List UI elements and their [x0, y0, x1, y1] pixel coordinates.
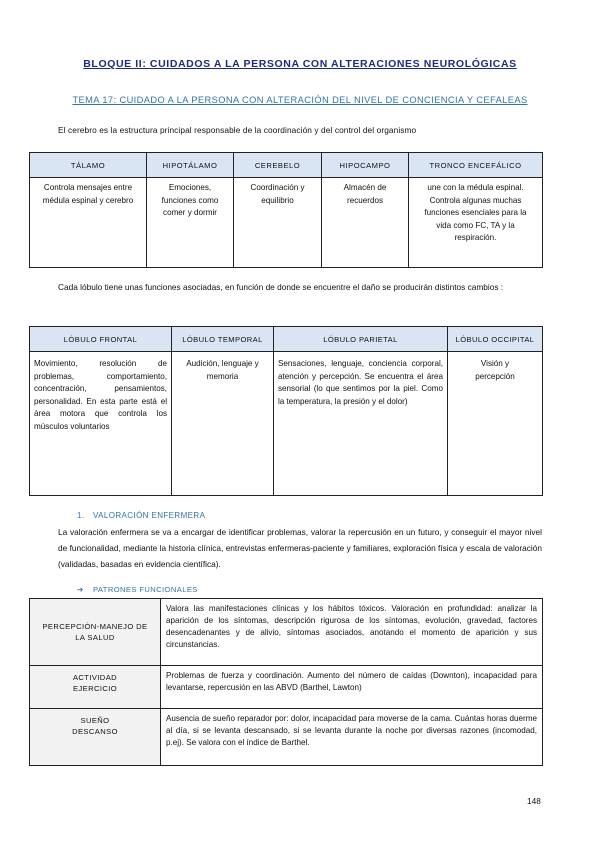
pattern-label-line: DESCANSO: [72, 727, 118, 737]
cell-lobulo-parietal: Sensaciones, lenguaje, conciencia corporal, atención y percepción. Se encuentra el área sensorial (lo que sentimos por la piel. Como la temperatura, la presión y el dolor): [274, 352, 448, 496]
brain-structures-table: [29, 152, 543, 268]
block-title: BLOQUE II: CUIDADOS A LA PERSONA CON ALTERACIONES NEUROLÓGICAS: [83, 58, 517, 70]
pattern-label-line: ACTIVIDAD: [72, 673, 118, 682]
pattern-label-percepcion: [30, 599, 161, 666]
pattern-text-percepcion: Valora las manifestaciones clínicas y los hábitos tóxicos. Valoración en profundidad: analizar la aparición de los síntomas, descripción rigurosa de los síntomas, evolución, gravedad, factores desencadenantes y de alivio, síntomas asociados, anotando el momento de aparición y sus circunstancias.: [161, 599, 543, 666]
header-talamo: TÁLAMO: [30, 153, 147, 178]
pattern-text-actividad: Problemas de fuerza y coordinación. Aumento del número de caídas (Downton), incapacidad para levantarse, repercusión en las ABVD (Barthel, Lawton): [161, 666, 543, 709]
functional-patterns-table: [29, 598, 543, 766]
header-hipotalamo: HIPOTÁLAMO: [147, 153, 234, 178]
header-lobulo-parietal: LÓBULO PARIETAL: [274, 327, 448, 352]
header-lobulo-temporal: LÓBULO TEMPORAL: [172, 327, 274, 352]
cell-cerebelo: Coordinación y equilibrio: [234, 178, 322, 268]
patrones-label: PATRONES FUNCIONALES: [93, 585, 198, 594]
cell-tronco-encefalico: une con la médula espinal. Controla algunas muchas funciones esenciales para la vida como FC, TA y la respiración.: [409, 178, 543, 268]
table-row: [30, 178, 543, 268]
table-header-row: [30, 153, 543, 178]
page-number: 148: [527, 796, 541, 806]
valoracion-paragraph: La valoración enfermera se va a encargar de identificar problemas, valorar la repercusión en un futuro, y conseguir el mayor nivel de funcionalidad, mediante la historia clínica, entrevistas enfermeras-paciente y familiares, exploración física y escala de valoración (validadas, basadas en evidencia científica).: [58, 527, 542, 570]
cell-talamo: Controla mensajes entre médula espinal y cerebro: [30, 178, 147, 268]
arrow-icon: ➔: [77, 585, 84, 594]
table-header-row: [30, 327, 543, 352]
header-tronco-encefalico: TRONCO ENCEFÁLICO: [409, 153, 543, 178]
intro-paragraph: El cerebro es la estructura principal responsable de la coordinación y del control del organismo: [58, 125, 417, 135]
pattern-label-sueno: [30, 709, 161, 766]
section-heading-valoracion: [77, 511, 205, 520]
cell-lobulo-temporal: Audición, lenguaje y memoria: [172, 352, 274, 496]
cell-hipocampo: Almacén de recuerdos: [322, 178, 409, 268]
pattern-label-actividad: [30, 666, 161, 709]
pattern-label-line: PERCEPCIÓN-MANEJO DE: [42, 621, 148, 631]
tema-title: TEMA 17: CUIDADO A LA PERSONA CON ALTERACIÓN DEL NIVEL DE CONCIENCIA Y CEFALEAS: [72, 95, 528, 105]
table-row: [30, 352, 543, 496]
pattern-label-line: LA SALUD: [75, 633, 115, 642]
header-lobulo-frontal: LÓBULO FRONTAL: [30, 327, 172, 352]
table-row: [30, 666, 543, 709]
lobe-intro-paragraph: Cada lóbulo tiene unas funciones asociadas, en función de donde se encuentre el daño se producirán distintos cambios :: [58, 282, 504, 292]
header-hipocampo: HIPOCAMPO: [322, 153, 409, 178]
cell-lobulo-occipital: Visión y percepción: [448, 352, 543, 496]
patrones-heading: [77, 585, 198, 594]
header-lobulo-occipital: LÓBULO OCCIPITAL: [448, 327, 543, 352]
header-cerebelo: CEREBELO: [234, 153, 322, 178]
table-row: [30, 599, 543, 666]
section-number: 1.: [77, 511, 85, 520]
table-row: [30, 709, 543, 766]
pattern-label-line: SUEÑO: [80, 716, 110, 725]
pattern-text-sueno: Ausencia de sueño reparador por: dolor, incapacidad para moverse de la cama. Cuántas horas duerme al día, si se levanta descansado, si se levanta durante la noche por diversas razones (incomodad, p.ej). Se valora con el índice de Barthel.: [161, 709, 543, 766]
pattern-label-line: EJERCICIO: [72, 684, 118, 694]
section-label: VALORACIÓN ENFERMERA: [93, 511, 206, 520]
cell-lobulo-frontal: Movimiento, resolución de problemas, comportamiento, concentración, pensamientos, personalidad. En esta parte está el área motora que controla los músculos voluntarios: [30, 352, 172, 496]
lobes-table: [29, 326, 543, 496]
cell-hipotalamo: Emociones, funciones como comer y dormir: [147, 178, 234, 268]
